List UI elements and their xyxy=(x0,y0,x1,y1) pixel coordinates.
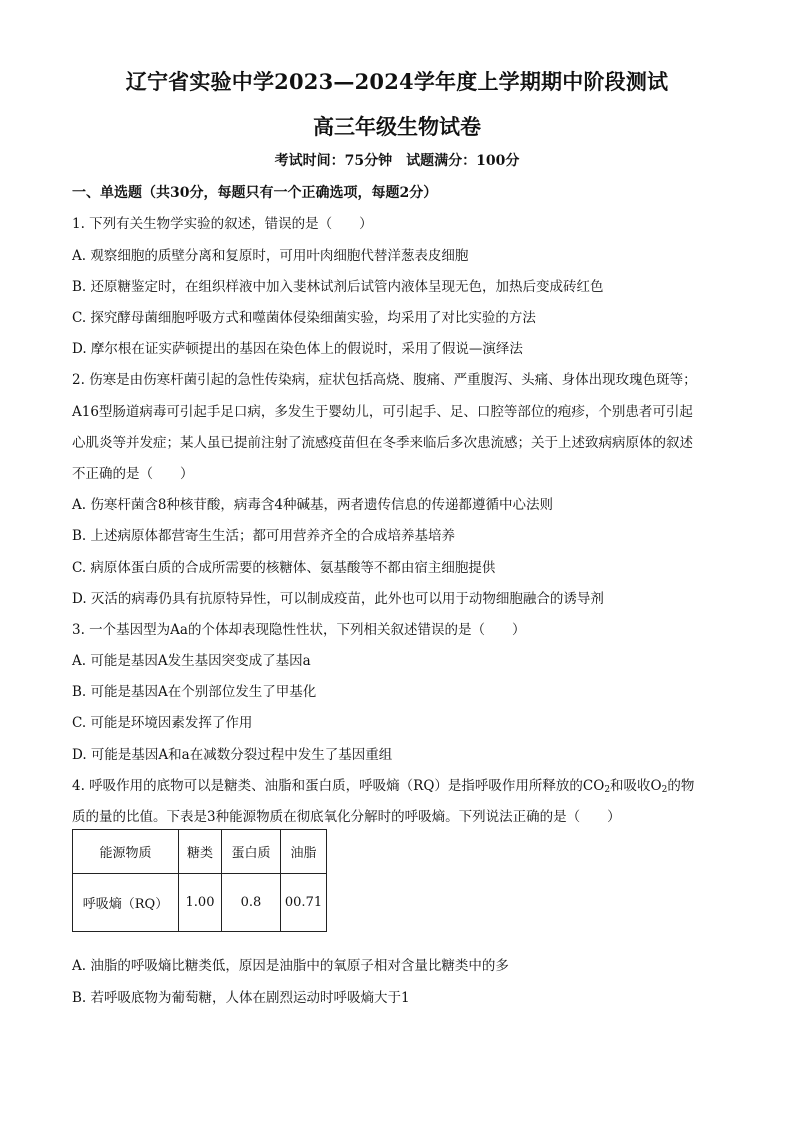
question-2-option-a: A. 伤寒杆菌含8种核苷酸，病毒含4种碱基，两者遗传信息的传递都遵循中心法则 xyxy=(72,497,554,513)
question-4-stem-part-2: 和吸收O xyxy=(610,778,662,794)
table-row xyxy=(73,874,327,932)
question-2-option-c: C. 病原体蛋白质的合成所需要的核糖体、氨基酸等不都由宿主细胞提供 xyxy=(72,560,496,576)
question-4-stem-line-2: 质的量的比值。下表是3种能源物质在彻底氧化分解时的呼吸熵。下列说法正确的是（ ） xyxy=(72,809,621,825)
table-header-cell: 能源物质 xyxy=(73,830,179,874)
question-1-option-a: A. 观察细胞的质壁分离和复原时，可用叶肉细胞代替洋葱表皮细胞 xyxy=(72,248,469,264)
section-heading: 一、单选题（共30分，每题只有一个正确选项，每题2分） xyxy=(72,185,438,201)
table-cell: 1.00 xyxy=(179,874,222,932)
question-1-option-c: C. 探究酵母菌细胞呼吸方式和噬菌体侵染细菌实验，均采用了对比实验的方法 xyxy=(72,310,536,326)
question-1-option-b: B. 还原糖鉴定时，在组织样液中加入斐林试剂后试管内液体呈现无色，加热后变成砖红色 xyxy=(72,279,604,295)
question-4-option-a: A. 油脂的呼吸熵比糖类低，原因是油脂中的氧原子相对含量比糖类中的多 xyxy=(72,958,509,974)
question-4-stem-part-1: 4. 呼吸作用的底物可以是糖类、油脂和蛋白质，呼吸熵（RQ）是指呼吸作用所释放的CO xyxy=(72,778,605,794)
question-4-stem-line-1 xyxy=(72,774,694,795)
question-3-option-b: B. 可能是基因A在个别部位发生了甲基化 xyxy=(72,684,317,700)
table-cell: 00.71 xyxy=(281,874,327,932)
question-2-option-b: B. 上述病原体都营寄生生活；都可用营养齐全的合成培养基培养 xyxy=(72,528,456,544)
question-4-stem-part-3: 的物 xyxy=(667,778,695,794)
table-header-cell: 油脂 xyxy=(281,830,327,874)
table-cell: 0.8 xyxy=(222,874,281,932)
table-cell: 呼吸熵（RQ） xyxy=(73,874,179,932)
respiratory-quotient-table xyxy=(72,829,327,932)
exam-info: 考试时间：75分钟 试题满分：100分 xyxy=(274,153,520,169)
question-2-stem-line-1: 2. 伤寒是由伤寒杆菌引起的急性传染病，症状包括高烧、腹痛、严重腹泻、头痛、身体出现玫瑰色斑等； xyxy=(72,372,697,388)
question-1-stem: 1. 下列有关生物学实验的叙述，错误的是（ ） xyxy=(72,216,373,232)
question-1-option-d: D. 摩尔根在证实萨顿提出的基因在染色体上的假说时，采用了假说—演绎法 xyxy=(72,341,523,357)
question-3-option-c: C. 可能是环境因素发挥了作用 xyxy=(72,715,253,731)
question-2-stem-line-3: 心肌炎等并发症；某人虽已提前注射了流感疫苗但在冬季来临后多次患流感；关于上述致病病原体的叙述 xyxy=(72,435,693,451)
table-header-cell: 蛋白质 xyxy=(222,830,281,874)
exam-subtitle: 高三年级生物试卷 xyxy=(313,114,481,139)
subscript-2: 2 xyxy=(604,785,611,795)
exam-title: 辽宁省实验中学2023—2024学年度上学期期中阶段测试 xyxy=(125,69,669,94)
question-3-option-d: D. 可能是基因A和a在减数分裂过程中发生了基因重组 xyxy=(72,747,393,763)
subscript-2: 2 xyxy=(661,785,668,795)
question-3-stem: 3. 一个基因型为Aa的个体却表现隐性性状，下列相关叙述错误的是（ ） xyxy=(72,622,526,638)
question-3-option-a: A. 可能是基因A发生基因突变成了基因a xyxy=(72,653,311,669)
question-4-option-b: B. 若呼吸底物为葡萄糖，人体在剧烈运动时呼吸熵大于1 xyxy=(72,990,410,1006)
table-header-cell: 糖类 xyxy=(179,830,222,874)
table-header-row xyxy=(73,830,327,874)
question-2-option-d: D. 灭活的病毒仍具有抗原特异性，可以制成疫苗，此外也可以用于动物细胞融合的诱导剂 xyxy=(72,591,604,607)
question-2-stem-line-2: A16型肠道病毒可引起手足口病，多发生于婴幼儿，可引起手、足、口腔等部位的疱疹，个别患者可引起 xyxy=(72,404,693,420)
question-2-stem-line-4: 不正确的是（ ） xyxy=(72,466,194,482)
